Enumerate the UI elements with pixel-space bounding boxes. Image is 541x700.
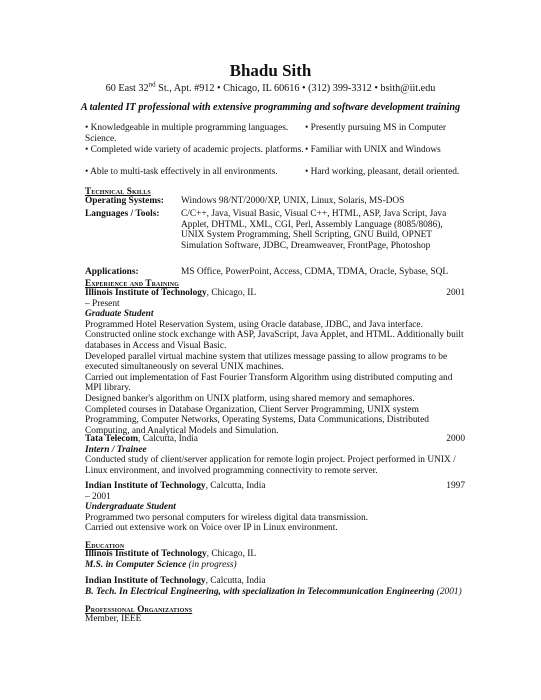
education-heading: Education [85,540,125,550]
entry-location: , Chicago, IL [206,288,257,298]
entry-line: Constructed online stock exchange with ASP, JavaScript, Java Applet, and HTML. Additionally built databases in Access and Visual Basic. [85,330,464,351]
technical-skills-heading: Technical Skills [85,186,151,196]
entry-location: , Calcutta, India [138,434,198,444]
organization-item: Member, IEEE [85,614,142,624]
entry-degree: B. Tech. In Electrical Engineering, with specialization in Telecommunication Engineering [85,586,435,597]
entry-year: 2000 [446,434,465,444]
entry-org: Illinois Institute of Technology [85,288,207,298]
skill-value: C/C++, Java, Visual Basic, Visual C++, HTML, ASP, Java Script, Java Applet, DHTML, XML, CGI, Perl, Assembly Language (8085/8086), UNIX System Programming, Shell Scripting, GNU Build, OPNET Simulation Software, JDBC, Dreamweaver, FrontPage, Photoshop [181,209,447,251]
organizations-list [85,614,465,625]
skill-row [85,209,465,267]
technical-skills-list [85,196,465,278]
highlight-row [85,167,485,178]
entry-line: Designed banker's algorithm on UNIX platform, using shared memory and semaphores. [85,393,415,404]
organizations-heading: Professional Organizations [85,604,193,614]
skill-value: Windows 98/NT/2000/XP, UNIX, Linux, Solaris, MS-DOS [181,196,405,206]
entry-year: 1997 [446,481,465,491]
highlight-left: • Knowledgeable in multiple programming languages. Science. [85,123,289,144]
address-prefix: 60 East 32 [105,83,149,94]
entry-role: Graduate Student [85,309,154,320]
entry-role: Undergraduate Student [85,502,176,513]
experience-entry-tata-telecom [85,434,465,476]
entry-location: , Calcutta, India [205,576,266,586]
entry-line: Developed parallel virtual machine system that utilizes message passing to allow programs to be executed simultaneously on several UNIX machines. [85,351,448,373]
entry-degree: M.S. in Computer Science [85,559,187,570]
objective-statement: A talented IT professional with extensive programming and software development training [80,102,461,113]
skill-label: Operating Systems: [85,196,164,206]
entry-line: Programmed Hotel Reservation System, using Oracle database, JDBC, and Java interface. [85,319,423,330]
education-entry-iit-calcutta [85,576,485,597]
education-entry-iit-chicago [85,549,465,570]
candidate-name: Bhadu Sith [229,61,312,80]
experience-heading: Experience and Training [85,278,179,288]
entry-header [85,434,465,445]
entry-role: Intern / Trainee [85,444,147,455]
highlight-row [85,123,485,145]
highlight-right: • Familiar with UNIX and Windows [305,145,441,155]
skill-label: Languages / Tools: [85,209,160,219]
entry-lines [85,320,465,437]
entry-degree-line [85,587,485,598]
highlight-left: • Able to multi-task effectively in all environments. [85,167,278,177]
address-suffix: St., Apt. #912 • Chicago, IL 60616 • (312) 399-3312 • bsith@iit.edu [155,83,436,94]
experience-entry-iit-chicago [85,288,465,436]
highlights-list [85,123,485,178]
entry-location: , Chicago, IL [206,549,257,559]
entry-span: – 2001 [85,491,111,502]
entry-org: Indian Institute of Technology [85,481,206,491]
entry-header [85,576,485,587]
skill-row [85,267,465,278]
entry-location: , Calcutta, India [205,481,266,491]
address-ordinal: nd [148,80,156,89]
entry-header [85,481,465,492]
entry-status: (2001) [434,586,462,597]
entry-year: 2001 [446,288,465,298]
highlight-row [85,145,485,167]
highlight-right: • Presently pursuing MS in Computer [305,123,447,133]
entry-header [85,288,465,299]
contact-line [0,82,541,95]
experience-entry-iit-calcutta [85,481,465,534]
skill-row [85,196,465,209]
entry-line: Completed courses in Database Organization, Client Server Programming, UNIX system Programming, Computer Networks, Operating Systems, Data Communications, Distributed Computing, and Analytical Models and Simulation. [85,404,429,436]
entry-org: Tata Telecom [85,434,139,444]
entry-header [85,549,465,560]
entry-line: Conducted study of client/server application for remote login project. Project performed in UNIX / Linux environment, and involved programming connectivity to remote server. [85,455,456,476]
entry-status: (in progress) [186,559,237,570]
highlight-right: • Hard working, pleasant, detail oriented. [305,167,460,177]
skill-label: Applications: [85,267,139,277]
entry-span: – Present [85,298,120,309]
entry-lines [85,513,465,534]
entry-line: Programmed two personal computers for wireless digital data transmission. [85,512,369,523]
entry-degree-line [85,560,465,571]
entry-lines [85,455,465,476]
entry-line: Carried out extensive work on Voice over IP in Linux environment. [85,523,338,534]
entry-org: Indian Institute of Technology [85,576,206,586]
entry-line: Carried out implementation of Fast Fourier Transform Algorithm using distributed computing and MPI library. [85,372,453,394]
skill-value: MS Office, PowerPoint, Access, CDMA, TDMA, Oracle, Sybase, SQL [181,267,449,277]
highlight-left: • Completed wide variety of academic projects. platforms. [85,145,304,155]
entry-org: Illinois Institute of Technology [85,549,207,559]
